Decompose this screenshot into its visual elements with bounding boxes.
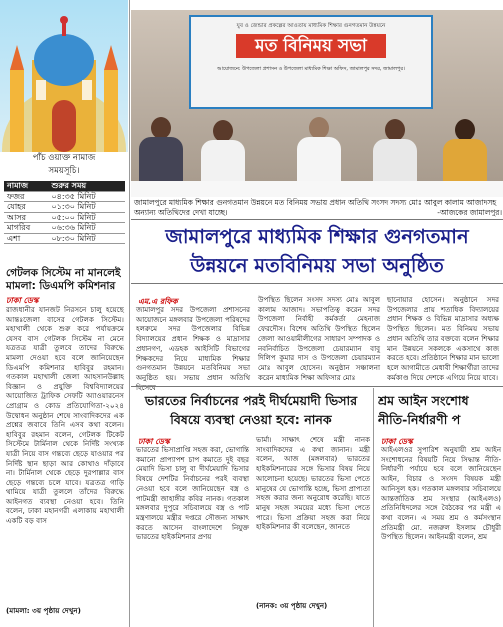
visa-story-headline[interactable] xyxy=(131,391,371,429)
banner-footer: আয়োজনে: উপজেলা প্রশাসন ও উপজেলা মাধ্যমিক শিক্ষা অফিস, জামালপুর সদর, জামালপুর। xyxy=(217,66,405,72)
main-story-headline[interactable] xyxy=(131,222,503,280)
banner-subtitle: যুব ও জেন্ডার প্রকল্পের আওতায় মাধ্যমিক শিক্ষার গুনগতমান উন্নয়নে xyxy=(236,23,386,29)
visa-story-continued-link[interactable]: (নানক: ৩য় পৃষ্ঠায় দেখুন) xyxy=(256,602,328,610)
main-story-byline: এম.এ রফিক xyxy=(138,297,178,306)
divider xyxy=(131,219,503,220)
person-head xyxy=(385,119,405,141)
divider xyxy=(131,283,503,284)
event-banner xyxy=(189,15,433,109)
prayer-times-table xyxy=(4,181,125,244)
labor-headline-line1: শ্রম আইন সংশোধ xyxy=(378,393,469,408)
prayer-header-time: শুরুর সময় xyxy=(48,181,125,191)
prayer-time: ০৮:৩০ মিনিট xyxy=(48,233,125,244)
prayer-name: ফজর xyxy=(4,191,48,202)
caption-text: জামালপুরে মাধ্যমিক শিক্ষার গুনগতমান উন্নয়নে মত বিনিময় সভায় প্রধান অতিথি সংসদ সদস্য মোঃ আবুল কালাম আজাদসহ অন্যান্য অতিথিদের দেখা যাচ্ছে। xyxy=(134,198,497,217)
visa-headline-line1: ভারতের নির্বাচনের পরই দীর্ঘমেয়াদী ভিসার xyxy=(144,393,358,408)
mosque-graphic xyxy=(0,0,128,152)
banner-title: মত বিনিময় সভা xyxy=(236,34,386,58)
prayer-row xyxy=(4,212,125,223)
mosque-illustration xyxy=(0,0,128,152)
prayer-name: এশা xyxy=(4,233,48,244)
caption-credit: -আজকের জামালপুর। xyxy=(437,208,502,217)
prayer-name: মাগরিব xyxy=(4,223,48,234)
visa-story-byline: ঢাকা ডেস্ক xyxy=(138,437,170,446)
event-photo xyxy=(131,10,503,197)
prayer-title-line2: সময়সূচি। xyxy=(48,166,80,176)
main-headline-line2: উন্নয়নে মতবিনিময় সভা অনুষ্ঠিত xyxy=(190,254,444,277)
visa-story-column-2: ভার্মা। সাক্ষাৎ শেষে মন্ত্রী নানক সাংবাদিকদের এ কথা জানান। মন্ত্রী বলেন, আজ (মঙ্গলবার) ভারতের হাইকমিশনারের সঙ্গে ভিসার বিষয় নিয়ে আলোচনা হয়েছে। ভারতের ভিসা পেতে মানুষের যে ভোগান্তি হচ্ছে, ভিসা প্রাপ্যতা সহজ করার জন্য অনুরোধ করেছি। যাতে মানুষ সহজ সময়ের মধ্যে ভিসা পেতে পারে। ভিসা প্রক্রিয়া সহজ করা নিয়ে হাইকমিশনার কী বলেছেন, জানতে xyxy=(256,436,370,532)
person-head xyxy=(151,117,171,139)
person-head xyxy=(455,119,475,141)
prayer-row xyxy=(4,191,125,202)
person-head xyxy=(309,117,329,139)
prayer-title-line1: পাঁচ ওয়াক্ত নামাজ xyxy=(32,153,96,163)
visa-story-column-1: ভারতের ভিসাপ্রাপ্তি সহজ করা, ভোগান্তি কমানো প্রাপ্যাপশ চাপ কমাতে দুই বছর মেয়াদি ভিসা চালু বা দীর্ঘমেয়াদি ভিসার বিষয়ে দেশটির নির্বাচনের পরই ব্যবস্থা নেওয়া হবে বলে জানিয়েছেন বস্ত্র ও পাটমন্ত্রী জাহাঙ্গীর কবির নানক। গতকাল মঙ্গলবার দুপুরে সচিবালয়ে বস্ত্র ও পাট মন্ত্রণালয়ে মন্ত্রীর দপ্তরে সৌজন্য সাক্ষাৎ করতে আসেন বাংলাদেশে নিযুক্ত ভারতের হাইকমিশনার প্রণয় xyxy=(136,446,249,542)
prayer-time: ০৬:৩৬ মিনিট xyxy=(48,223,125,234)
prayer-time: ০১:৩০ মিনিট xyxy=(48,202,125,213)
visa-headline-line2: বিষয়ে ব্যবস্থা নেওয়া হবে: নানক xyxy=(170,412,332,427)
prayer-table-header xyxy=(4,181,125,191)
left-story-continued-link[interactable]: (মামলা: ৩য় পৃষ্ঠায় দেখুন) xyxy=(6,606,81,615)
prayer-time: ০৫:০০ মিনিট xyxy=(48,212,125,223)
prayer-times-title xyxy=(0,152,128,180)
left-story-headline[interactable]: গেটলক সিস্টেম না মানলেই মামলা: ডিএমপি কমিশনার xyxy=(6,267,121,292)
prayer-time: ০৪:৩৫ মিনিট xyxy=(48,191,125,202)
labor-story-byline: ঢাকা ডেস্ক xyxy=(381,437,413,446)
column-divider xyxy=(129,0,130,627)
person-head xyxy=(213,120,233,142)
labor-story-body: আইএলওর সুপারিশ অনুযায়ী শ্রম আইন সংশোধনের বিষয়টি নিয়ে সিদ্ধান্ত নীতি-নির্ধারণী পর্যায়ে হবে বলে জানিয়েছেন আইন, বিচার ও সংসদ বিষয়ক মন্ত্রী আনিসুল হক। গতকাল মঙ্গলবার সচিবালয়ে আন্তর্জাতিক শ্রম সংস্থার (আইএলও) প্রতিনিধিদলের সঙ্গে বৈঠকের পর মন্ত্রী এ কথা বলেন। এ সময় শ্রম ও কর্মসংস্থান প্রতিমন্ত্রী মো. নজরুল ইসলাম চৌধুরী উপস্থিত ছিলেন। আইনমন্ত্রী বলেন, শ্রম xyxy=(381,446,501,542)
labor-story-headline[interactable] xyxy=(378,391,503,429)
main-story-column-2: উপস্থিত ছিলেন সংসদ সদস্য মোঃ আবুল কালাম আজাদ। সভাপতিত্ব করেন সদর উপজেলা নির্বাহী কর্মকর্তা মেহনাজ ফেরদৌস। বিশেষ অতিথি উপস্থিত ছিলেন জেলা আওয়ামীলীগের সাধারণ সম্পাদক ও নবনির্বাচিত উপজেলা চেয়ারম্যান বাবু দিলিপ কুমার দাস ও উপজেলা চেয়ারম্যান মোঃ আবুল হোসেন। অনুষ্ঠান সঞ্চালনা করেন মাধ্যমিক শিক্ষা অফিসার মোঃ xyxy=(258,296,380,382)
table-cloth xyxy=(131,181,503,197)
prayer-name: আসর xyxy=(4,212,48,223)
main-story-column-1: জামালপুর সদর উপজেলা প্রশাসনের আয়োজনে মঙ্গলবার উপজেলা পরিষদের হলরুমে সদর উপজেলার বিভিন্ন বিদ্যালয়ের প্রধান শিক্ষক ও মাদ্রাসার প্রধানগণ, এডহক আইসিটি বিভাগের শিক্ষকদের নিয়ে মাধ্যমিক শিক্ষার গুনগতমান উন্নয়নে মতবিনিময় সভা অনুষ্ঠিত হয়। সভায় প্রধান অতিথি হিসেবে xyxy=(136,306,250,392)
prayer-row xyxy=(4,202,125,213)
left-story-dateline: ঢাকা ডেস্ক xyxy=(6,296,39,305)
divider xyxy=(131,386,503,387)
column-divider xyxy=(373,388,374,627)
photo-caption xyxy=(134,198,502,218)
prayer-name: যোহর xyxy=(4,202,48,213)
main-headline-line1: জামালপুরে মাধ্যমিক শিক্ষার গুনগতমান xyxy=(165,225,469,248)
prayer-row xyxy=(4,233,125,244)
main-story-column-3: ছানোয়ার হোসেন। অনুষ্ঠানে সদর উপজেলার প্রায় শতাধিক বিদ্যালয়ের প্রধান শিক্ষক ও বিভিন্ন মাদ্রাসার অধ্যক্ষ উপস্থিত ছিলেন। মত বিনিময় সভায় প্রধান অতিথি তার বক্তব্যে বলেন শিক্ষার মান উন্নয়নে সকলকে একসাথে কাজ করতে হবে। প্রতিষ্ঠানে শিক্ষার মান ভালো হলে আগামীতে মেধাবী শিক্ষার্থীরা তাদের কর্মকাণ্ড দিয়ে দেশকে এগিয়ে নিয়ে যাবে। xyxy=(387,296,499,382)
left-story-body: রাজধানীর যানজট নিরসনে চালু হয়েছে আন্তঃজেলা বাসের গেটলক সিস্টেম। মহাখালী থেকে শুরু করে পর্যায়ক্রমে যেসব বাস গেটলক সিস্টেম না মেনে যত্রতত্র যাত্রী তুলবে তাদের বিরুদ্ধে মামলা দেওয়া হবে বলে জানিয়েছেন ডিএমপি কমিশনার হাবিবুর রহমান। গতকাল মহাখালী জেলা আহসানউল্লাহ বিজ্ঞান ও প্রযুক্তি বিশ্ববিদ্যালয়ের আয়োজিত ট্রাফিক সেফটি অ্যাওয়ারনেস প্রোগ্রাম ও কোড প্রতিযোগিতা-২০২৪ উদ্বোধন অনুষ্ঠান শেষে সাংবাদিকদের এক প্রশ্নের জবাবে তিনি এসব কথা বলেন। হাবিবুর রহমান বলেন, গেটলক টিকেট সিস্টেমে টার্মিনাল থেকে নির্দিষ্ট সংখ্যক যাত্রী নিয়ে বাস গন্তব্যে ছেড়ে যাওয়ার পর নির্দিষ্ট স্থান ছাড়া আর কোথাও দাঁড়াবে না। টার্মিনাল থেকে ছেড়ে দুরপাল্লার বাস ছেড়ে গন্তব্যে চলে যাবে। যত্রতত্র গাড়ি থামিয়ে যাত্রী তুললে তাঁদের বিরুদ্ধে আইনগত ব্যবস্থা নেওয়া হবে। তিনি বলেন, ঢাকা মহানগরী এলাকায় মহাখালী একটি বড় বাস xyxy=(6,305,124,526)
prayer-header-name: নামাজ xyxy=(4,181,48,191)
labor-headline-line2: নীতি-নির্ধারণী প xyxy=(378,412,461,427)
prayer-row xyxy=(4,223,125,234)
